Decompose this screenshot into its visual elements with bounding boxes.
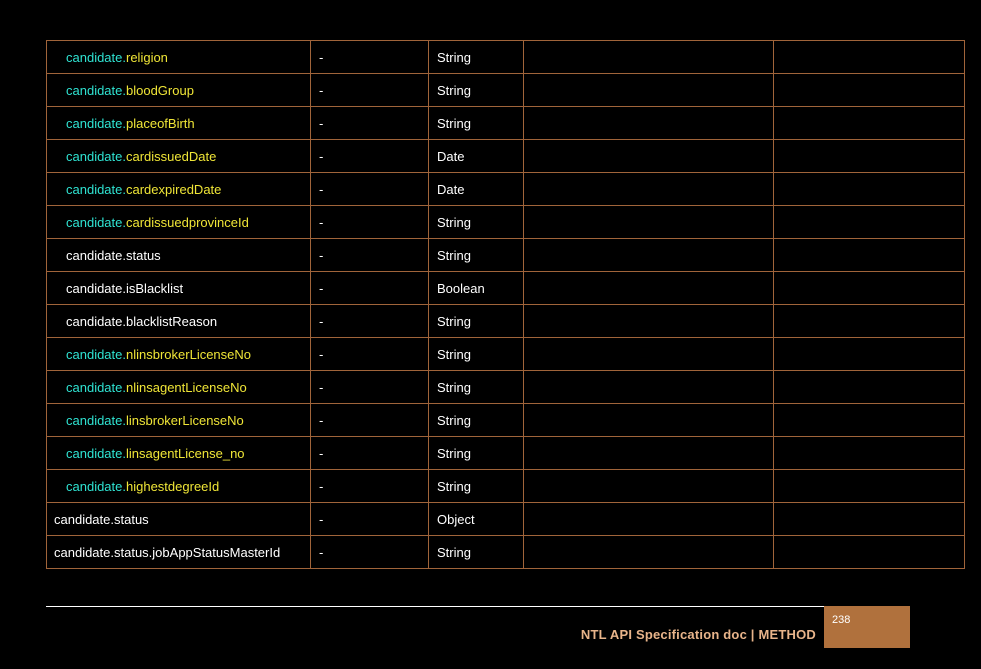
field-name: placeofBirth <box>126 115 195 131</box>
note-cell <box>774 41 965 74</box>
description-cell <box>524 503 774 536</box>
table-row <box>47 536 965 569</box>
type-cell: Boolean <box>429 272 524 305</box>
field-name: isBlacklist <box>126 280 184 296</box>
field-name-cell <box>47 470 311 503</box>
table-row <box>47 338 965 371</box>
page-number-box <box>824 606 910 648</box>
field-name: religion <box>126 49 168 65</box>
field-name: cardexpiredDate <box>126 181 222 197</box>
table-row <box>47 41 965 74</box>
description-cell <box>524 140 774 173</box>
description-cell <box>524 239 774 272</box>
field-prefix: candidate. <box>66 49 126 65</box>
field-name: blacklistReason <box>126 313 218 329</box>
field-prefix: candidate. <box>66 379 126 395</box>
table-row <box>47 503 965 536</box>
required-cell: - <box>311 206 429 239</box>
field-prefix: candidate. <box>66 148 126 164</box>
description-cell <box>524 107 774 140</box>
type-cell: Date <box>429 140 524 173</box>
table-row <box>47 140 965 173</box>
table-row <box>47 404 965 437</box>
field-prefix: candidate. <box>66 247 126 263</box>
field-name: highestdegreeId <box>126 478 220 494</box>
description-cell <box>524 41 774 74</box>
type-cell: Date <box>429 173 524 206</box>
note-cell <box>774 272 965 305</box>
description-cell <box>524 74 774 107</box>
spec-table-body <box>47 41 965 569</box>
field-name: status <box>126 247 161 263</box>
note-cell <box>774 74 965 107</box>
table-row <box>47 272 965 305</box>
field-prefix: candidate. <box>66 214 126 230</box>
spec-table <box>46 40 965 569</box>
description-cell <box>524 338 774 371</box>
page-number: 238 <box>832 614 851 626</box>
description-cell <box>524 536 774 569</box>
required-cell: - <box>311 536 429 569</box>
required-cell: - <box>311 140 429 173</box>
field-name-cell <box>47 140 311 173</box>
note-cell <box>774 536 965 569</box>
note-cell <box>774 173 965 206</box>
field-name-cell <box>47 338 311 371</box>
field-name-cell <box>47 404 311 437</box>
footer-divider <box>46 606 824 607</box>
field-name-cell <box>47 107 311 140</box>
note-cell <box>774 239 965 272</box>
field-prefix: candidate. <box>66 82 126 98</box>
required-cell: - <box>311 272 429 305</box>
description-cell <box>524 404 774 437</box>
required-cell: - <box>311 437 429 470</box>
table-row <box>47 305 965 338</box>
field-prefix: candidate. <box>54 511 114 527</box>
required-cell: - <box>311 404 429 437</box>
field-name: nlinsbrokerLicenseNo <box>126 346 252 362</box>
type-cell: String <box>429 404 524 437</box>
field-name-cell <box>47 437 311 470</box>
field-prefix: candidate. <box>66 181 126 197</box>
field-prefix: candidate. <box>66 313 126 329</box>
type-cell: String <box>429 239 524 272</box>
note-cell <box>774 470 965 503</box>
field-name-cell <box>47 239 311 272</box>
type-cell: String <box>429 41 524 74</box>
table-row <box>47 206 965 239</box>
table-row <box>47 173 965 206</box>
field-name: linsagentLicense_no <box>126 445 245 461</box>
field-prefix: candidate. <box>66 346 126 362</box>
field-name-cell <box>47 272 311 305</box>
field-name-cell <box>47 206 311 239</box>
field-name: linsbrokerLicenseNo <box>126 412 244 428</box>
field-name-cell <box>47 74 311 107</box>
field-name-cell <box>47 536 311 569</box>
field-name: status.jobAppStatusMasterId <box>114 544 281 560</box>
note-cell <box>774 140 965 173</box>
field-prefix: candidate. <box>66 412 126 428</box>
note-cell <box>774 437 965 470</box>
table-row <box>47 371 965 404</box>
field-name-cell <box>47 503 311 536</box>
field-name-cell <box>47 41 311 74</box>
type-cell: Object <box>429 503 524 536</box>
note-cell <box>774 107 965 140</box>
required-cell: - <box>311 41 429 74</box>
type-cell: String <box>429 305 524 338</box>
type-cell: String <box>429 107 524 140</box>
description-cell <box>524 470 774 503</box>
required-cell: - <box>311 173 429 206</box>
description-cell <box>524 206 774 239</box>
required-cell: - <box>311 338 429 371</box>
field-name: status <box>114 511 149 527</box>
type-cell: String <box>429 338 524 371</box>
type-cell: String <box>429 536 524 569</box>
note-cell <box>774 404 965 437</box>
type-cell: String <box>429 206 524 239</box>
required-cell: - <box>311 107 429 140</box>
footer-title: NTL API Specification doc | METHOD <box>580 627 816 642</box>
field-name: nlinsagentLicenseNo <box>126 379 247 395</box>
field-name-cell <box>47 371 311 404</box>
field-prefix: candidate. <box>66 445 126 461</box>
note-cell <box>774 305 965 338</box>
type-cell: String <box>429 470 524 503</box>
description-cell <box>524 437 774 470</box>
field-name-cell <box>47 173 311 206</box>
table-row <box>47 107 965 140</box>
note-cell <box>774 371 965 404</box>
description-cell <box>524 371 774 404</box>
required-cell: - <box>311 371 429 404</box>
field-name: bloodGroup <box>126 82 194 98</box>
field-prefix: candidate. <box>66 280 126 296</box>
field-prefix: candidate. <box>54 544 114 560</box>
required-cell: - <box>311 470 429 503</box>
note-cell <box>774 503 965 536</box>
required-cell: - <box>311 239 429 272</box>
note-cell <box>774 338 965 371</box>
type-cell: String <box>429 437 524 470</box>
table-row <box>47 470 965 503</box>
required-cell: - <box>311 74 429 107</box>
table-row <box>47 74 965 107</box>
note-cell <box>774 206 965 239</box>
field-name: cardissuedprovinceId <box>126 214 249 230</box>
table-row <box>47 239 965 272</box>
description-cell <box>524 173 774 206</box>
field-prefix: candidate. <box>66 478 126 494</box>
required-cell: - <box>311 503 429 536</box>
type-cell: String <box>429 371 524 404</box>
required-cell: - <box>311 305 429 338</box>
table-row <box>47 437 965 470</box>
type-cell: String <box>429 74 524 107</box>
field-name-cell <box>47 305 311 338</box>
description-cell <box>524 272 774 305</box>
description-cell <box>524 305 774 338</box>
field-name: cardissuedDate <box>126 148 217 164</box>
field-prefix: candidate. <box>66 115 126 131</box>
